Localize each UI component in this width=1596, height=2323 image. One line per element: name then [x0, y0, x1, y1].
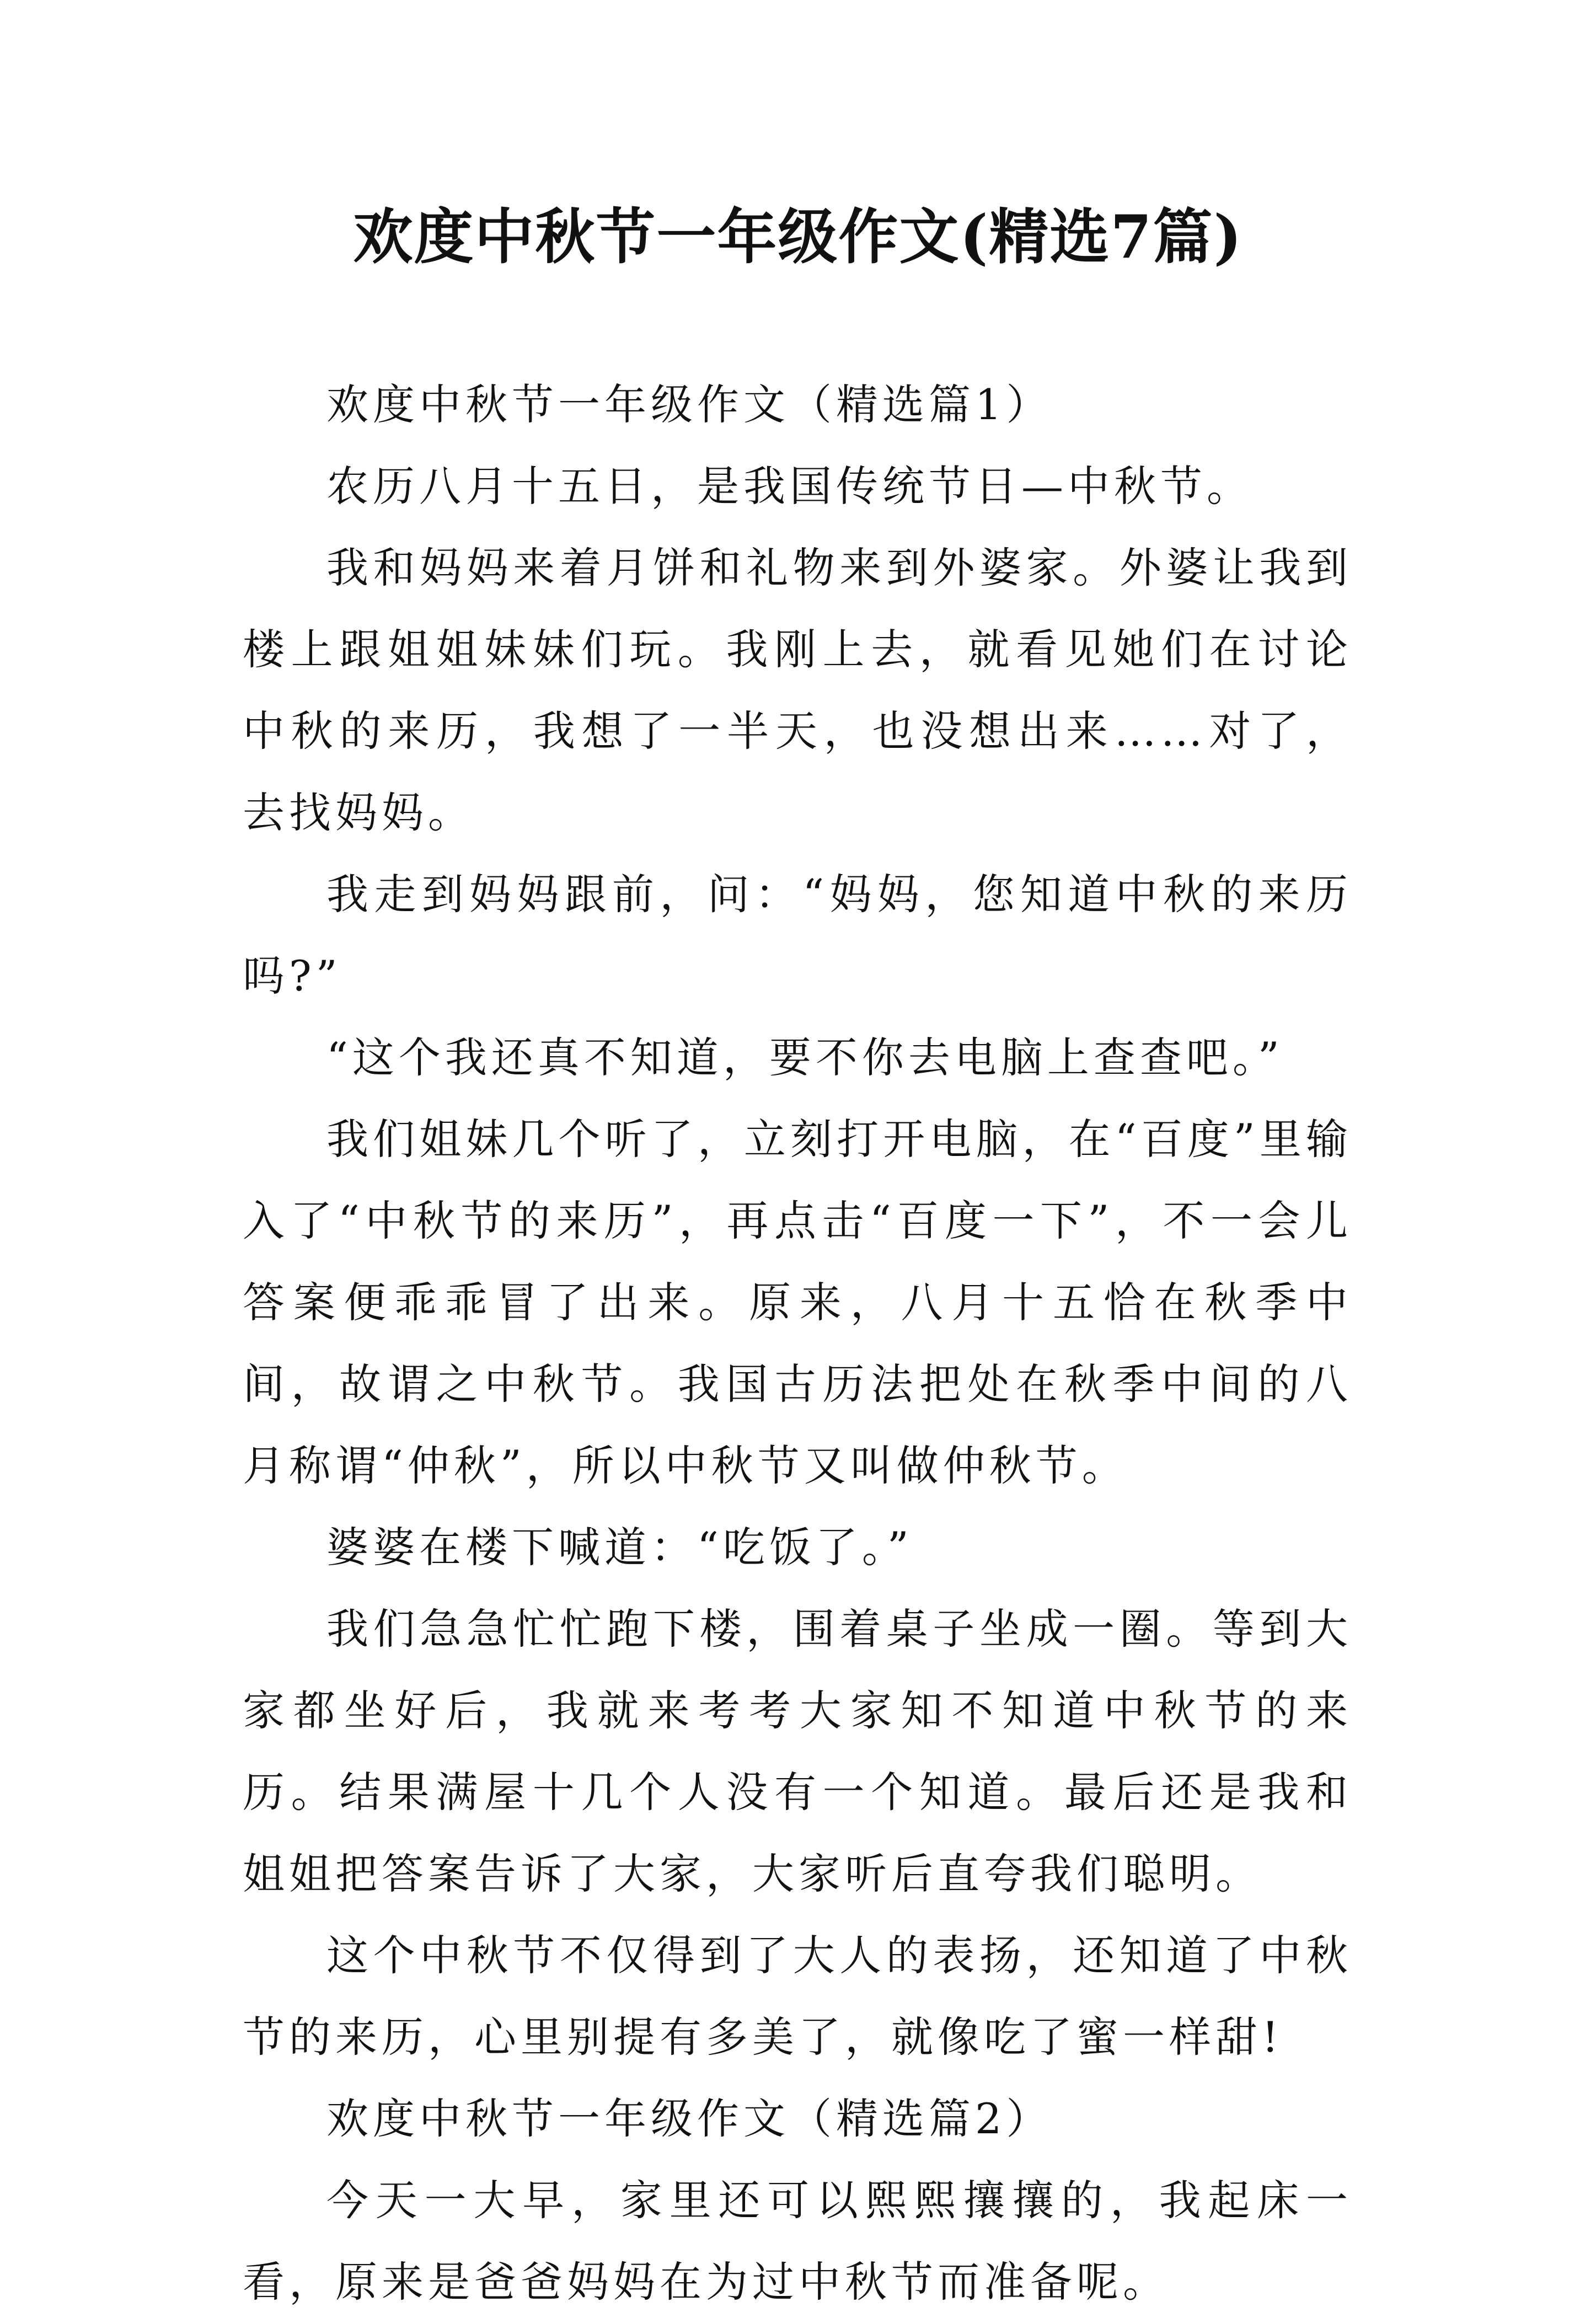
section-heading-1: 欢度中秋节一年级作文（精选篇1）	[326, 380, 1053, 429]
document-title: 欢度中秋节一年级作文(精选7篇)	[353, 202, 1243, 272]
paragraph: 我和妈妈来着月饼和礼物来到外婆家。外婆让我到楼上跟姐姐妹妹们玩。我刚上去，就看见她们在讨论中秋的来历，我想了一半天，也没想出来……对了，去找妈妈。	[243, 543, 1352, 837]
paragraph: 今天一大早，家里还可以熙熙攘攘的，我起床一看，原来是爸爸妈妈在为过中秋节而准备呢。	[243, 2176, 1352, 2306]
section-heading-2: 欢度中秋节一年级作文（精选篇2）	[326, 2094, 1053, 2143]
paragraph: “这个我还真不知道，要不你去电脑上查查吧。”	[326, 1033, 1284, 1082]
paragraph: 我们姐妹几个听了，立刻打开电脑，在“百度”里输入了“中秋节的来历”，再点击“百度一下”，不一会儿答案便乖乖冒了出来。原来，八月十五恰在秋季中间，故谓之中秋节。我国古历法把处在秋季中间的八月称谓“仲秋”，所以中秋节又叫做仲秋节。	[243, 1115, 1352, 1490]
paragraph: 我走到妈妈跟前，问：“妈妈，您知道中秋的来历吗?”	[243, 870, 1352, 1000]
paragraph: 这个中秋节不仅得到了大人的表扬，还知道了中秋节的来历，心里别提有多美了，就像吃了蜜一样甜!	[243, 1931, 1352, 2062]
paragraph: 农历八月十五日，是我国传统节日—中秋节。	[326, 462, 1253, 511]
paragraph: 我们急急忙忙跑下楼，围着桌子坐成一圈。等到大家都坐好后，我就来考考大家知不知道中秋节的来历。结果满屋十几个人没有一个知道。最后还是我和姐姐把答案告诉了大家，大家听后直夸我们聪明。	[243, 1604, 1352, 1898]
document-body	[243, 364, 1352, 2323]
paragraph: 婆婆在楼下喊道：“吃饭了。”	[326, 1523, 913, 1572]
